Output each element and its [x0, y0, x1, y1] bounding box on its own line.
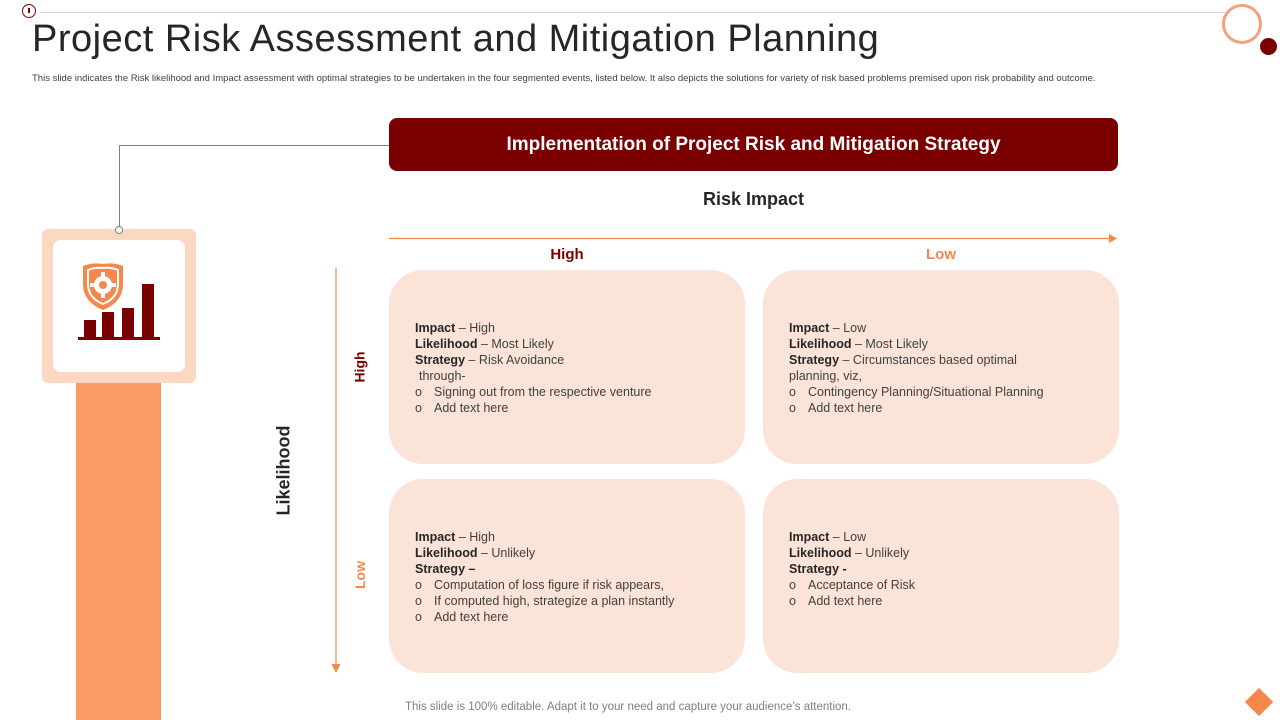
list-item [415, 384, 725, 400]
impact-value: – Low [829, 530, 867, 544]
bullet-text: Contingency Planning/Situational Planning [808, 385, 1044, 399]
list-item [415, 593, 725, 609]
bullet-text: Add text here [434, 401, 509, 415]
decorative-diamond [1245, 688, 1273, 716]
strategy-value: – [465, 562, 476, 576]
icon-card [53, 240, 185, 372]
connector-line-vertical [119, 145, 120, 231]
bullet-marker: o [415, 385, 422, 399]
y-axis-low-text: Low [352, 561, 368, 589]
x-axis-arrow [385, 232, 1125, 246]
list-item [789, 400, 1099, 416]
bullet-text: Add text here [808, 401, 883, 415]
likelihood-label: Likelihood [789, 337, 852, 351]
bullet-text: Computation of loss figure if risk appears, [434, 578, 664, 592]
connector-dot [115, 226, 123, 234]
shield-gear-bar-chart-icon [53, 240, 185, 372]
likelihood-label: Likelihood [789, 546, 852, 560]
strategy-value: – Risk Avoidance [465, 353, 565, 367]
impact-label: Impact [415, 530, 456, 544]
quadrant-low-impact-high-likelihood [763, 270, 1119, 464]
y-axis-title-text: Likelihood [273, 425, 294, 515]
impact-label: Impact [789, 530, 830, 544]
y-axis-high-label [340, 335, 380, 399]
x-axis-low-label: Low [926, 246, 956, 263]
bullet-text: Add text here [434, 610, 509, 624]
footer-note: This slide is 100% editable. Adapt it to your need and capture your audience’s attention. [405, 701, 852, 713]
y-axis-title [262, 400, 306, 540]
likelihood-label: Likelihood [415, 337, 478, 351]
bullet-marker: o [789, 385, 796, 399]
strategy-label: Strategy [789, 562, 840, 576]
impact-value: – High [455, 530, 495, 544]
list-item [415, 400, 725, 416]
bullet-marker: o [415, 578, 422, 592]
x-axis-high-label: High [550, 246, 584, 263]
strategy-continuation: through- [419, 369, 466, 383]
bullet-text: Signing out from the respective venture [434, 385, 652, 399]
likelihood-value: – Unlikely [851, 546, 910, 560]
bullet-text: Add text here [808, 594, 883, 608]
likelihood-value: – Most Likely [851, 337, 928, 351]
impact-value: – High [455, 321, 495, 335]
decorative-ring [1222, 4, 1262, 44]
side-pillar [76, 380, 161, 720]
page-subtitle: This slide indicates the Risk likelihood and Impact assessment with optimal strategies to be undertaken in the four segmented events, listed below. It also depicts the solutions for variety of risk based problems premised upon risk probability and outcome. [32, 73, 1096, 84]
strategy-value: - [839, 562, 847, 576]
quadrant-high-impact-high-likelihood [389, 270, 745, 464]
decorative-dot [1260, 38, 1277, 55]
top-divider [40, 12, 1230, 13]
bullet-marker: o [789, 578, 796, 592]
page-title: Project Risk Assessment and Mitigation Planning [32, 18, 880, 60]
info-icon [22, 4, 36, 18]
list-item [789, 577, 1099, 593]
bullet-marker: o [415, 610, 422, 624]
connector-line [119, 145, 389, 146]
list-item [789, 593, 1099, 609]
strategy-label: Strategy [415, 353, 466, 367]
y-axis-low-label [340, 543, 380, 607]
bullet-marker: o [789, 401, 796, 415]
strategy-label: Strategy [415, 562, 466, 576]
likelihood-value: – Unlikely [477, 546, 536, 560]
list-item [415, 609, 725, 625]
strategy-banner: Implementation of Project Risk and Mitigation Strategy [389, 118, 1118, 171]
y-axis-arrow [329, 266, 343, 678]
impact-value: – Low [829, 321, 867, 335]
likelihood-label: Likelihood [415, 546, 478, 560]
quadrant-low-impact-low-likelihood [763, 479, 1119, 673]
bullet-text: Acceptance of Risk [808, 578, 915, 592]
strategy-label: Strategy [789, 353, 840, 367]
strategy-value: – Circumstances based optimal [839, 353, 1017, 367]
bullet-marker: o [415, 401, 422, 415]
quadrant-high-impact-low-likelihood [389, 479, 745, 673]
list-item [415, 577, 725, 593]
impact-label: Impact [789, 321, 830, 335]
impact-label: Impact [415, 321, 456, 335]
list-item [789, 384, 1099, 400]
likelihood-value: – Most Likely [477, 337, 554, 351]
bullet-marker: o [415, 594, 422, 608]
y-axis-high-text: High [351, 351, 368, 383]
bullet-marker: o [789, 594, 796, 608]
strategy-continuation: planning, viz, [789, 369, 862, 383]
bullet-text: If computed high, strategize a plan instantly [434, 594, 675, 608]
x-axis-title: Risk Impact [702, 189, 805, 209]
